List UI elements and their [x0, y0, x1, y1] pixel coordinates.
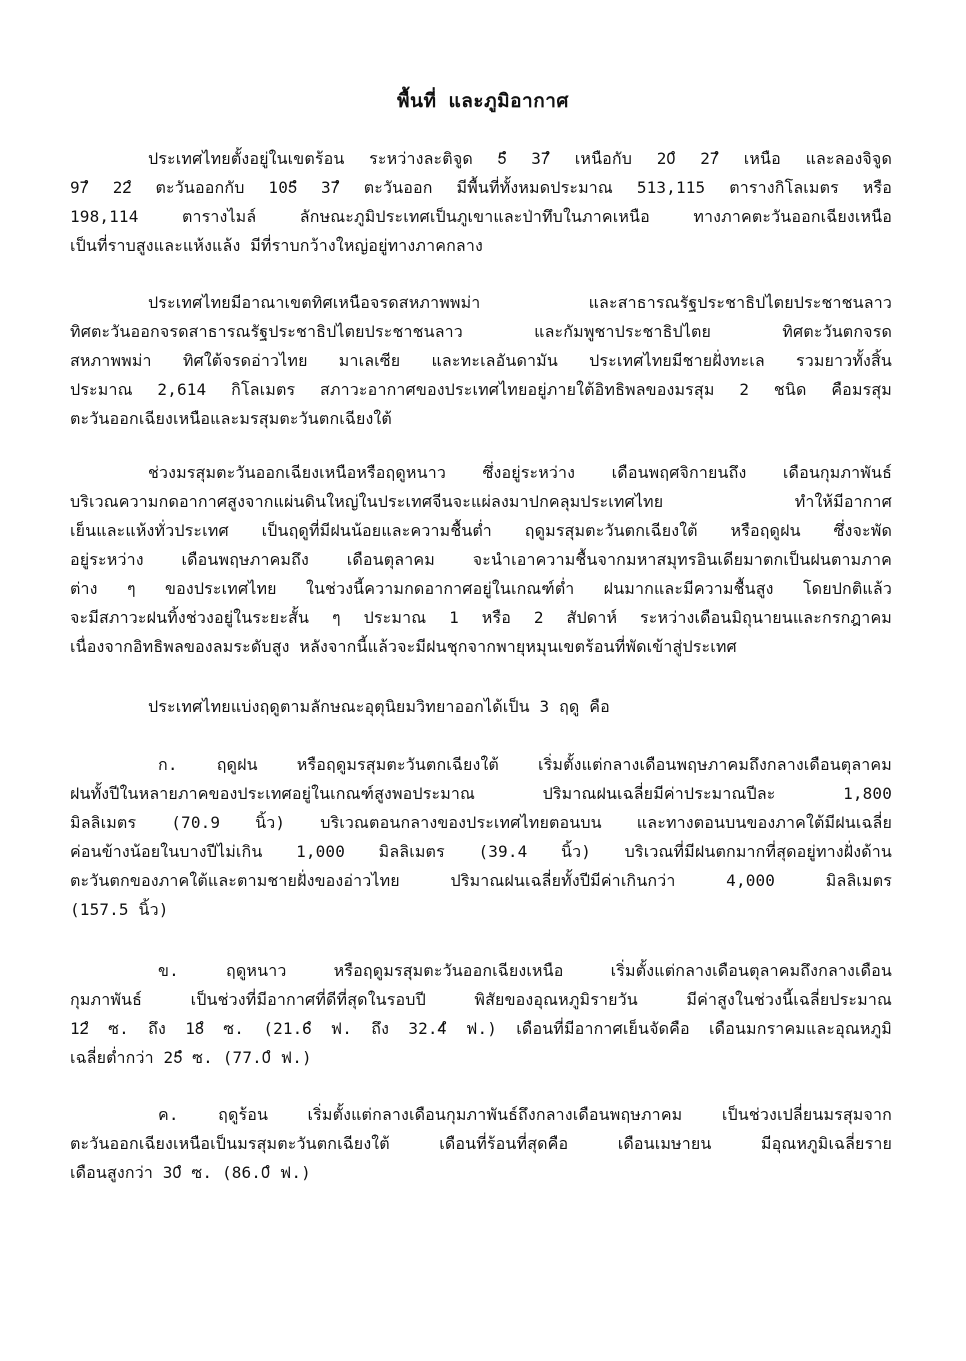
paragraph-area-climate-intro — [70, 144, 892, 260]
page-title: พื้นที่ และภูมิอากาศ — [397, 90, 569, 112]
text-line: ฝนทั้งปีในหลายภาคของประเทศอยู่ในเกณฑ์สูงพอประมาณ ปริมาณฝนเฉลี่ยมีค่าประมาณปีละ 1,800 — [70, 784, 892, 803]
text-line: เฉลี่ยต่ำกว่า 25ํ ซ. (77.0ํ ฟ.) — [70, 1048, 312, 1067]
paragraph-borders — [70, 288, 892, 433]
text-line: ก. ฤดูฝน หรือฤดูมรสุมตะวันตกเฉียงใต้ เริ่มตั้งแต่กลางเดือนพฤษภาคมถึงกลางเดือนตุลาคม — [158, 755, 892, 774]
text-line: จะมีสภาวะฝนทิ้งช่วงอยู่ในระยะสั้น ๆ ประมาณ 1 หรือ 2 สัปดาห์ ระหว่างเดือนมิถุนายนและกรกฎาคม — [70, 608, 892, 627]
text-line: ข. ฤดูหนาว หรือฤดูมรสุมตะวันออกเฉียงเหนือ เริ่มตั้งแต่กลางเดือนตุลาคมถึงกลางเดือน — [158, 961, 892, 980]
text-line: เป็นที่ราบสูงและแห้งแล้ง มีที่ราบกว้างใหญ่อยู่ทางภาคกลาง — [70, 236, 483, 255]
text-line: อยู่ระหว่าง เดือนพฤษภาคมถึง เดือนตุลาคม จะนำเอาความชื้นจากมหาสมุทรอินเดียมาตกเป็นฝนตามภาค — [70, 550, 892, 569]
text-line: ตะวันตกของภาคใต้และตามชายฝั่งของอ่าวไทย ปริมาณฝนเฉลี่ยทั้งปีมีค่าเกินกว่า 4,000 มิลลิเมตร — [70, 871, 892, 890]
text-line: ช่วงมรสุมตะวันออกเฉียงเหนือหรือฤดูหนาว ซึ่งอยู่ระหว่าง เดือนพฤศจิกายนถึง เดือนกุมภาพันธ์ — [148, 463, 892, 482]
paragraph-hot-season — [70, 1100, 892, 1187]
text-line: ตะวันออกเฉียงเหนือเป็นมรสุมตะวันตกเฉียงใต้ เดือนที่ร้อนที่สุดคือ เดือนเมษายน มีอุณหภูมิเฉลี่ยราย — [70, 1134, 892, 1153]
text-line: กุมภาพันธ์ เป็นช่วงที่มีอากาศที่ดีที่สุดในรอบปี พิสัยของอุณหภูมิรายวัน มีค่าสูงในช่วงนี้เฉลี่ยประมาณ — [70, 990, 892, 1009]
text-line: 12ํ ซ. ถึง 18ํ ซ. (21.6ํ ฟ. ถึง 32.4ํ ฟ.) เดือนที่มีอากาศเย็นจัดคือ เดือนมกราคมและอุณหภูมิ — [70, 1019, 892, 1038]
paragraph-rainy-season — [70, 750, 892, 924]
paragraph-cold-season — [70, 956, 892, 1072]
text-line: มิลลิเมตร (70.9 นิ้ว) บริเวณตอนกลางของประเทศไทยตอนบน และทางตอนบนของภาคใต้มีฝนเฉลี่ย — [70, 813, 892, 832]
text-line: สหภาพพม่า ทิศใต้จรดอ่าวไทย มาเลเซีย และทะเลอันดามัน ประเทศไทยมีชายฝั่งทะเล รวมยาวทั้งสิ้น — [70, 351, 892, 370]
text-line: ประมาณ 2,614 กิโลเมตร สภาวะอากาศของประเทศไทยอยู่ภายใต้อิทธิพลของมรสุม 2 ชนิด คือมรสุม — [70, 380, 892, 399]
text-line: ประเทศไทยแบ่งฤดูตามลักษณะอุตุนิยมวิทยาออกได้เป็น 3 ฤดู คือ — [148, 697, 610, 716]
text-line: 198,114 ตารางไมล์ ลักษณะภูมิประเทศเป็นภูเขาและป่าทึบในภาคเหนือ ทางภาคตะวันออกเฉียงเหนือ — [70, 207, 892, 226]
text-line: (157.5 นิ้ว) — [70, 900, 169, 919]
text-line: 97ํ 22ํ ตะวันออกกับ 105ํ 37ํ ตะวันออก มีพื้นที่ทั้งหมดประมาณ 513,115 ตารางกิโลเมตร หรือ — [70, 178, 892, 197]
paragraph-seasons-intro — [70, 692, 892, 721]
text-line: ตะวันออกเฉียงเหนือและมรสุมตะวันตกเฉียงใต้ — [70, 409, 392, 428]
text-line: เย็นและแห้งทั่วประเทศ เป็นฤดูที่มีฝนน้อยและความชื้นต่ำ ฤดูมรสุมตะวันตกเฉียงใต้ หรือฤดูฝน ซึ่งจะพัด — [70, 521, 892, 540]
text-line: ต่าง ๆ ของประเทศไทย ในช่วงนี้ความกดอากาศอยู่ในเกณฑ์ต่ำ ฝนมากและมีความชื้นสูง โดยปกติแล้ว — [70, 579, 892, 598]
text-line: ทิศตะวันออกจรดสาธารณรัฐประชาธิปไตยประชาชนลาว และกัมพูชาประชาธิปไตย ทิศตะวันตกจรด — [70, 322, 892, 341]
text-line: บริเวณความกดอากาศสูงจากแผ่นดินใหญ่ในประเทศจีนจะแผ่ลงมาปกคลุมประเทศไทย ทำให้มีอากาศ — [70, 492, 892, 511]
text-line: เดือนสูงกว่า 30ํ ซ. (86.0ํ ฟ.) — [70, 1163, 311, 1182]
text-line: เนื่องจากอิทธิพลของลมระดับสูง หลังจากนี้แล้วจะมีฝนชุกจากพายุหมุนเขตร้อนที่พัดเข้าสู่ประเทศ — [70, 637, 737, 656]
text-line: ประเทศไทยตั้งอยู่ในเขตร้อน ระหว่างละติจูด 5ํ 37ํ เหนือกับ 20ํ 27ํ เหนือ และลองจิจูด — [148, 149, 892, 168]
text-line: ประเทศไทยมีอาณาเขตทิศเหนือจรดสหภาพพม่า และสาธารณรัฐประชาธิปไตยประชาชนลาว — [148, 293, 892, 312]
paragraph-monsoons — [70, 458, 892, 661]
text-line: ค่อนข้างน้อยในบางปีไม่เกิน 1,000 มิลลิเมตร (39.4 นิ้ว) บริเวณที่มีฝนตกมากที่สุดอยู่ทางฝั่งด้าน — [70, 842, 892, 861]
text-line: ค. ฤดูร้อน เริ่มตั้งแต่กลางเดือนกุมภาพันธ์ถึงกลางเดือนพฤษภาคม เป็นช่วงเปลี่ยนมรสุมจาก — [158, 1105, 892, 1124]
